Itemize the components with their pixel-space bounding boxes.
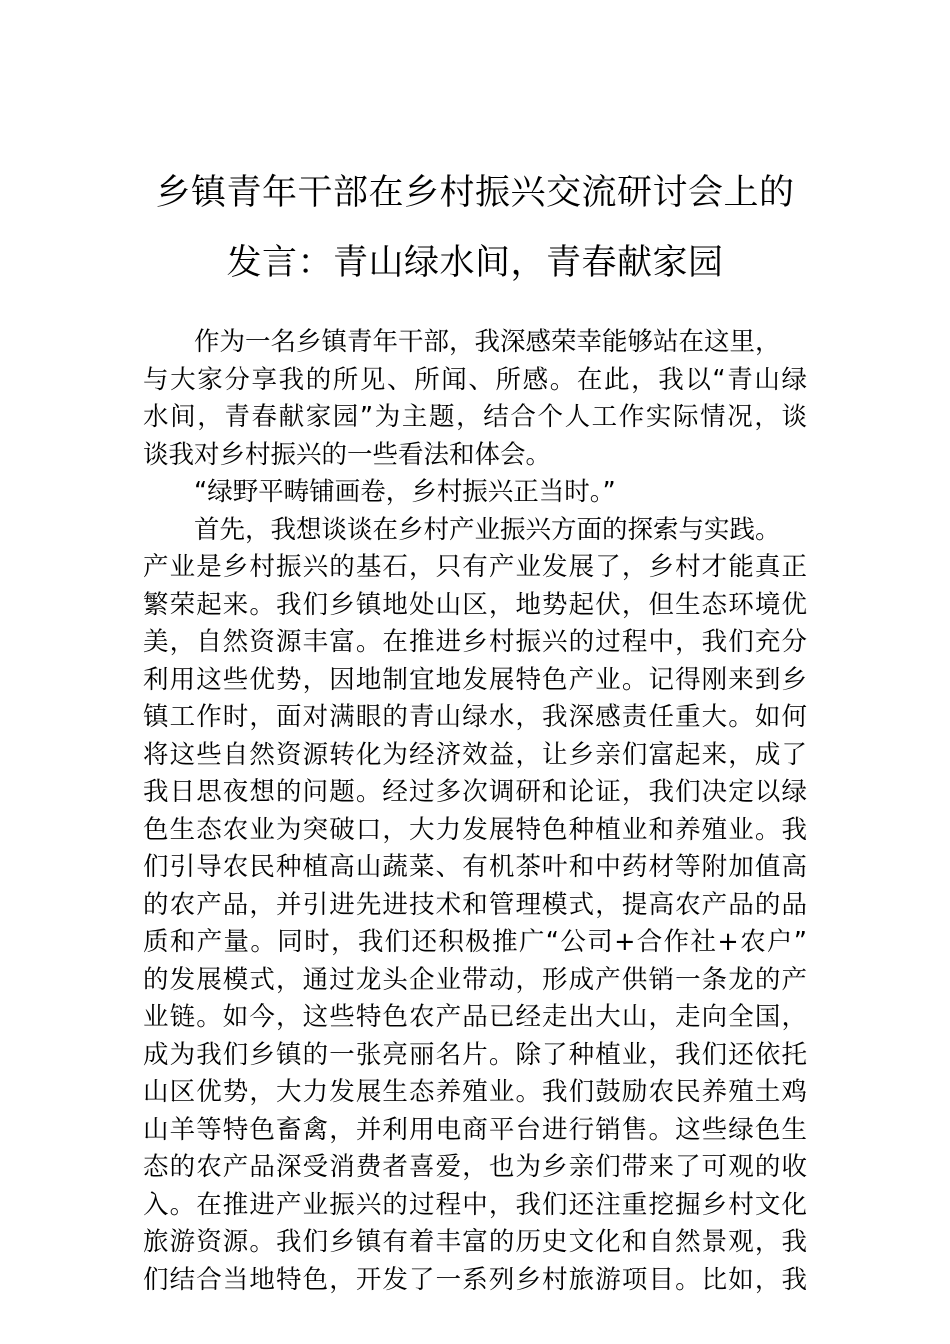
body-line: 将这些自然资源转化为经济效益，让乡亲们富起来，成了	[143, 739, 807, 770]
document-body	[143, 324, 807, 1299]
body-line: 态的农产品深受消费者喜爱，也为乡亲们带来了可观的收	[143, 1152, 807, 1182]
body-line: 与大家分享我的所见、所闻、所感。在此，我以“青山绿	[143, 364, 807, 395]
body-line: 旅游资源。我们乡镇有着丰富的历史文化和自然景观，我	[143, 1227, 807, 1257]
body-line: 们结合当地特色，开发了一系列乡村旅游项目。比如，我	[143, 1264, 807, 1295]
body-line: 镇工作时，面对满眼的青山绿水，我深感责任重大。如何	[143, 702, 807, 732]
body-line: 们引导农民种植高山蔬菜、有机茶叶和中药材等附加值高	[143, 852, 807, 882]
body-line: 质和产量。同时，我们还积极推广“公司+合作社+农户”	[143, 927, 807, 957]
body-line: 谈我对乡村振兴的一些看法和体会。	[143, 439, 552, 470]
body-line: 入。在推进产业振兴的过程中，我们还注重挖掘乡村文化	[143, 1189, 807, 1220]
body-line: 色生态农业为突破口，大力发展特色种植业和养殖业。我	[143, 814, 807, 845]
title-line-2: 发言：青山绿水间，青春献家园	[226, 243, 724, 283]
body-line: 山羊等特色畜禽，并利用电商平台进行销售。这些绿色生	[143, 1114, 807, 1145]
body-line: 繁荣起来。我们乡镇地处山区，地势起伏，但生态环境优	[143, 589, 807, 620]
body-line: 美，自然资源丰富。在推进乡村振兴的过程中，我们充分	[143, 627, 807, 657]
body-line: 水间，青春献家园”为主题，结合个人工作实际情况，谈	[143, 402, 807, 432]
body-line: 的农产品，并引进先进技术和管理模式，提高农产品的品	[143, 889, 807, 920]
document-title	[100, 158, 850, 298]
body-line: 山区优势，大力发展生态养殖业。我们鼓励农民养殖土鸡	[143, 1077, 807, 1107]
body-line: 成为我们乡镇的一张亮丽名片。除了种植业，我们还依托	[143, 1039, 807, 1070]
body-line: 的发展模式，通过龙头企业带动，形成产供销一条龙的产	[143, 964, 807, 995]
body-line: 产业是乡村振兴的基石，只有产业发展了，乡村才能真正	[143, 552, 807, 582]
title-line-1: 乡镇青年干部在乡村振兴交流研讨会上的	[155, 173, 795, 213]
body-line: 我日思夜想的问题。经过多次调研和论证，我们决定以绿	[143, 777, 807, 807]
body-line: 首先，我想谈谈在乡村产业振兴方面的探索与实践。	[194, 514, 781, 545]
body-line: 业链。如今，这些特色农产品已经走出大山，走向全国，	[143, 1002, 807, 1032]
body-line: 利用这些优势，因地制宜地发展特色产业。记得刚来到乡	[143, 664, 807, 695]
body-line: 作为一名乡镇青年干部，我深感荣幸能够站在这里，	[194, 327, 781, 357]
quote-line: “绿野平畴铺画卷，乡村振兴正当时。”	[194, 477, 616, 507]
